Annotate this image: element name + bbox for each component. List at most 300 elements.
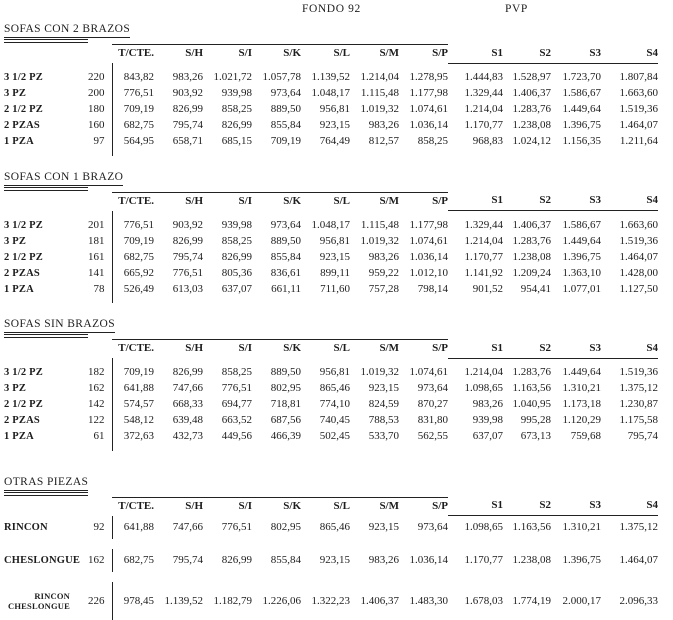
price-cell: 956,81 bbox=[301, 233, 350, 249]
price-cell: 973,64 bbox=[252, 217, 301, 233]
price-cell: 1.214,04 bbox=[448, 233, 503, 249]
header-row bbox=[4, 497, 658, 516]
price-cell: 1.449,64 bbox=[551, 102, 601, 118]
price-cell: 973,64 bbox=[399, 381, 448, 397]
price-cell: 1.139,52 bbox=[301, 70, 350, 86]
table-body bbox=[4, 63, 658, 156]
price-cell: 502,45 bbox=[301, 429, 350, 445]
price-cell: 1.238,08 bbox=[503, 118, 551, 134]
label-column-header bbox=[4, 497, 74, 516]
spacer-cell bbox=[4, 539, 112, 549]
spacer-row bbox=[4, 572, 658, 582]
row-label: 3 PZ bbox=[4, 233, 74, 249]
section-title-wrap bbox=[4, 314, 673, 333]
price-cell: 826,99 bbox=[154, 233, 203, 249]
price-cell: 1.170,77 bbox=[448, 549, 503, 572]
price-cell: 1.449,64 bbox=[551, 233, 601, 249]
price-cell: 1.098,65 bbox=[448, 381, 503, 397]
price-cell: 1.428,00 bbox=[601, 265, 658, 281]
price-cell: 1.177,98 bbox=[399, 217, 448, 233]
price-cell: 1.723,70 bbox=[551, 70, 601, 86]
column-header: S/P bbox=[399, 497, 448, 516]
price-cell: 1.464,07 bbox=[601, 249, 658, 265]
price-cell: 1.283,76 bbox=[503, 233, 551, 249]
table-row bbox=[4, 118, 658, 134]
column-header: S2 bbox=[503, 192, 551, 211]
price-cell: 826,99 bbox=[203, 549, 252, 572]
size-value: 220 bbox=[74, 70, 112, 86]
column-header: S/I bbox=[203, 192, 252, 211]
table-row bbox=[4, 549, 658, 572]
price-cell: 747,66 bbox=[154, 381, 203, 397]
table-row bbox=[4, 516, 658, 540]
price-cell: 1.177,98 bbox=[399, 86, 448, 102]
price-cell: 776,51 bbox=[154, 265, 203, 281]
price-cell: 637,07 bbox=[448, 429, 503, 445]
row-label: 2 1/2 PZ bbox=[4, 397, 74, 413]
price-cell: 1.519,36 bbox=[601, 365, 658, 381]
price-cell: 1.019,32 bbox=[350, 365, 399, 381]
price-cell: 812,57 bbox=[350, 134, 399, 150]
price-cell: 858,25 bbox=[203, 233, 252, 249]
price-cell: 548,12 bbox=[112, 413, 154, 429]
spacer-row bbox=[4, 297, 658, 303]
section-title-wrap bbox=[4, 472, 673, 491]
price-cell: 795,74 bbox=[154, 118, 203, 134]
price-cell: 939,98 bbox=[448, 413, 503, 429]
price-cell: 740,45 bbox=[301, 413, 350, 429]
spacer-cell bbox=[154, 445, 658, 451]
column-header: S4 bbox=[601, 497, 658, 516]
price-cell: 687,56 bbox=[252, 413, 301, 429]
group-header bbox=[4, 2, 673, 19]
price-cell: 449,56 bbox=[203, 429, 252, 445]
spacer-cell bbox=[112, 445, 154, 451]
section-title-wrap bbox=[4, 167, 673, 186]
table-head bbox=[4, 45, 658, 64]
spacer-cell bbox=[112, 539, 154, 549]
price-cell: 1.406,37 bbox=[503, 86, 551, 102]
column-header: S/H bbox=[154, 497, 203, 516]
price-cell: 1.173,18 bbox=[551, 397, 601, 413]
row-label: 3 PZ bbox=[4, 381, 74, 397]
price-cell: 855,84 bbox=[252, 249, 301, 265]
price-cell: 1.663,60 bbox=[601, 217, 658, 233]
price-cell: 685,15 bbox=[203, 134, 252, 150]
row-label: 1 PZA bbox=[4, 429, 74, 445]
price-cell: 1.322,23 bbox=[301, 582, 350, 620]
price-cell: 668,33 bbox=[154, 397, 203, 413]
table-row bbox=[4, 217, 658, 233]
price-cell: 983,26 bbox=[448, 397, 503, 413]
column-header: S4 bbox=[601, 340, 658, 359]
sections-container bbox=[4, 19, 673, 620]
price-cell: 641,88 bbox=[112, 516, 154, 540]
price-cell: 1.012,10 bbox=[399, 265, 448, 281]
price-cell: 1.519,36 bbox=[601, 233, 658, 249]
price-cell: 826,99 bbox=[154, 365, 203, 381]
price-cell: 1.396,75 bbox=[551, 118, 601, 134]
price-cell: 757,28 bbox=[350, 281, 399, 297]
section-title: SOFAS SIN BRAZOS bbox=[4, 318, 115, 333]
title-double-rule-icon bbox=[4, 492, 88, 496]
row-label: CHESLONGUE bbox=[4, 549, 74, 572]
price-cell: 983,26 bbox=[350, 549, 399, 572]
price-cell: 1.774,19 bbox=[503, 582, 551, 620]
column-header: S/L bbox=[301, 497, 350, 516]
table-row bbox=[4, 86, 658, 102]
price-cell: 1.310,21 bbox=[551, 381, 601, 397]
price-section bbox=[4, 314, 673, 451]
section-title: SOFAS CON 2 BRAZOS bbox=[4, 23, 130, 38]
price-cell: 1.214,04 bbox=[448, 102, 503, 118]
price-cell: 954,41 bbox=[503, 281, 551, 297]
price-cell: 1.036,14 bbox=[399, 549, 448, 572]
price-cell: 1.019,32 bbox=[350, 233, 399, 249]
price-cell: 1.139,52 bbox=[154, 582, 203, 620]
price-cell: 788,53 bbox=[350, 413, 399, 429]
price-table bbox=[4, 497, 658, 620]
column-header: S/M bbox=[350, 45, 399, 64]
price-cell: 1.120,29 bbox=[551, 413, 601, 429]
price-cell: 889,50 bbox=[252, 233, 301, 249]
price-cell: 1.483,30 bbox=[399, 582, 448, 620]
size-column-header bbox=[74, 340, 112, 359]
price-cell: 923,15 bbox=[350, 516, 399, 540]
column-header: S4 bbox=[601, 192, 658, 211]
table-row bbox=[4, 413, 658, 429]
column-header: S/L bbox=[301, 340, 350, 359]
size-column-header bbox=[74, 497, 112, 516]
table-body bbox=[4, 211, 658, 304]
title-double-rule-icon bbox=[4, 39, 88, 43]
price-cell: 2.000,17 bbox=[551, 582, 601, 620]
price-cell: 939,98 bbox=[203, 86, 252, 102]
size-column-header bbox=[74, 192, 112, 211]
table-row bbox=[4, 265, 658, 281]
price-cell: 694,77 bbox=[203, 397, 252, 413]
label-column-header bbox=[4, 340, 74, 359]
price-cell: 661,11 bbox=[252, 281, 301, 297]
price-cell: 637,07 bbox=[203, 281, 252, 297]
price-cell: 1.363,10 bbox=[551, 265, 601, 281]
price-cell: 718,81 bbox=[252, 397, 301, 413]
spacer-cell bbox=[112, 572, 154, 582]
row-label: 2 PZAS bbox=[4, 413, 74, 429]
price-cell: 983,26 bbox=[350, 118, 399, 134]
price-cell: 1.464,07 bbox=[601, 118, 658, 134]
size-value: 162 bbox=[74, 381, 112, 397]
price-cell: 1.214,04 bbox=[448, 365, 503, 381]
size-value: 122 bbox=[74, 413, 112, 429]
row-label: 2 PZAS bbox=[4, 265, 74, 281]
price-cell: 802,95 bbox=[252, 516, 301, 540]
price-cell: 923,15 bbox=[301, 249, 350, 265]
price-cell: 826,99 bbox=[154, 102, 203, 118]
spacer-cell bbox=[112, 297, 154, 303]
column-header: S/I bbox=[203, 340, 252, 359]
price-cell: 1.278,95 bbox=[399, 70, 448, 86]
price-cell: 1.048,17 bbox=[301, 86, 350, 102]
price-cell: 1.175,58 bbox=[601, 413, 658, 429]
price-cell: 466,39 bbox=[252, 429, 301, 445]
price-cell: 956,81 bbox=[301, 365, 350, 381]
price-cell: 858,25 bbox=[203, 365, 252, 381]
price-cell: 889,50 bbox=[252, 102, 301, 118]
price-cell: 709,19 bbox=[112, 233, 154, 249]
price-cell: 764,49 bbox=[301, 134, 350, 150]
price-section bbox=[4, 167, 673, 304]
price-cell: 1.406,37 bbox=[503, 217, 551, 233]
column-header: T/CTE. bbox=[112, 340, 154, 359]
spacer-cell bbox=[4, 150, 112, 156]
row-label: 3 1/2 PZ bbox=[4, 365, 74, 381]
column-header: S2 bbox=[503, 45, 551, 64]
spacer-cell bbox=[154, 150, 658, 156]
price-cell: 995,28 bbox=[503, 413, 551, 429]
row-label: 3 PZ bbox=[4, 86, 74, 102]
price-cell: 1.238,08 bbox=[503, 549, 551, 572]
spacer-row bbox=[4, 445, 658, 451]
price-cell: 682,75 bbox=[112, 549, 154, 572]
size-value: 160 bbox=[74, 118, 112, 134]
column-header: S/P bbox=[399, 45, 448, 64]
header-row bbox=[4, 45, 658, 64]
price-cell: 1.074,61 bbox=[399, 102, 448, 118]
title-double-rule-icon bbox=[4, 334, 88, 338]
price-cell: 711,60 bbox=[301, 281, 350, 297]
price-cell: 826,99 bbox=[203, 118, 252, 134]
price-cell: 432,73 bbox=[154, 429, 203, 445]
price-cell: 1.444,83 bbox=[448, 70, 503, 86]
column-header: S/I bbox=[203, 45, 252, 64]
column-header: S/H bbox=[154, 192, 203, 211]
column-header: S1 bbox=[448, 45, 503, 64]
title-double-rule-icon bbox=[4, 187, 88, 191]
price-cell: 1.396,75 bbox=[551, 249, 601, 265]
label-column-header bbox=[4, 45, 74, 64]
price-cell: 1.528,97 bbox=[503, 70, 551, 86]
price-cell: 658,71 bbox=[154, 134, 203, 150]
column-header: S/I bbox=[203, 497, 252, 516]
spacer-row bbox=[4, 150, 658, 156]
price-cell: 1.163,56 bbox=[503, 381, 551, 397]
price-cell: 855,84 bbox=[252, 549, 301, 572]
price-cell: 613,03 bbox=[154, 281, 203, 297]
table-body bbox=[4, 358, 658, 451]
column-header: S/P bbox=[399, 192, 448, 211]
price-cell: 1.406,37 bbox=[350, 582, 399, 620]
row-label bbox=[4, 582, 74, 620]
price-cell: 983,26 bbox=[350, 249, 399, 265]
price-cell: 1.807,84 bbox=[601, 70, 658, 86]
price-cell: 1.048,17 bbox=[301, 217, 350, 233]
price-cell: 836,61 bbox=[252, 265, 301, 281]
size-value: 92 bbox=[74, 516, 112, 540]
column-header: S3 bbox=[551, 192, 601, 211]
price-cell: 903,92 bbox=[154, 217, 203, 233]
price-cell: 1.396,75 bbox=[551, 549, 601, 572]
size-column-header bbox=[74, 45, 112, 64]
table-row bbox=[4, 134, 658, 150]
price-cell: 1.040,95 bbox=[503, 397, 551, 413]
column-header: S1 bbox=[448, 497, 503, 516]
price-cell: 858,25 bbox=[203, 102, 252, 118]
fondo-group-label: FONDO 92 bbox=[302, 3, 361, 15]
column-header: S3 bbox=[551, 497, 601, 516]
table-body bbox=[4, 516, 658, 620]
price-cell: 709,19 bbox=[252, 134, 301, 150]
price-cell: 776,51 bbox=[112, 86, 154, 102]
price-cell: 870,27 bbox=[399, 397, 448, 413]
price-cell: 526,49 bbox=[112, 281, 154, 297]
size-value: 142 bbox=[74, 397, 112, 413]
price-cell: 1.375,12 bbox=[601, 381, 658, 397]
spacer-cell bbox=[154, 297, 658, 303]
size-value: 200 bbox=[74, 86, 112, 102]
price-cell: 682,75 bbox=[112, 249, 154, 265]
price-cell: 899,11 bbox=[301, 265, 350, 281]
price-cell: 709,19 bbox=[112, 102, 154, 118]
table-row bbox=[4, 102, 658, 118]
price-cell: 1.238,08 bbox=[503, 249, 551, 265]
price-cell: 983,26 bbox=[154, 70, 203, 86]
size-value: 180 bbox=[74, 102, 112, 118]
column-header: S/M bbox=[350, 192, 399, 211]
column-header: S/H bbox=[154, 45, 203, 64]
price-cell: 826,99 bbox=[203, 249, 252, 265]
pvp-group-label: PVP bbox=[505, 3, 528, 15]
price-cell: 1.074,61 bbox=[399, 365, 448, 381]
price-cell: 843,82 bbox=[112, 70, 154, 86]
size-value: 61 bbox=[74, 429, 112, 445]
column-header: S3 bbox=[551, 340, 601, 359]
size-value: 181 bbox=[74, 233, 112, 249]
price-cell: 978,45 bbox=[112, 582, 154, 620]
price-cell: 1.036,14 bbox=[399, 118, 448, 134]
price-cell: 1.310,21 bbox=[551, 516, 601, 540]
column-header: S/K bbox=[252, 192, 301, 211]
spacer-cell bbox=[4, 297, 112, 303]
price-cell: 774,10 bbox=[301, 397, 350, 413]
price-cell: 795,74 bbox=[601, 429, 658, 445]
price-cell: 923,15 bbox=[301, 118, 350, 134]
row-label-line: RINCON bbox=[4, 591, 70, 601]
table-row bbox=[4, 429, 658, 445]
column-header: T/CTE. bbox=[112, 45, 154, 64]
price-cell: 776,51 bbox=[203, 381, 252, 397]
price-cell: 663,52 bbox=[203, 413, 252, 429]
price-cell: 798,14 bbox=[399, 281, 448, 297]
price-cell: 1.678,03 bbox=[448, 582, 503, 620]
price-cell: 776,51 bbox=[203, 516, 252, 540]
spacer-cell bbox=[154, 572, 658, 582]
price-cell: 1.115,48 bbox=[350, 217, 399, 233]
price-cell: 795,74 bbox=[154, 549, 203, 572]
price-cell: 1.019,32 bbox=[350, 102, 399, 118]
table-row bbox=[4, 397, 658, 413]
price-section bbox=[4, 19, 673, 156]
price-cell: 1.329,44 bbox=[448, 86, 503, 102]
column-header: S/K bbox=[252, 45, 301, 64]
price-cell: 564,95 bbox=[112, 134, 154, 150]
price-cell: 973,64 bbox=[252, 86, 301, 102]
spacer-cell bbox=[154, 539, 658, 549]
label-column-header bbox=[4, 192, 74, 211]
price-cell: 1.214,04 bbox=[350, 70, 399, 86]
column-header: S2 bbox=[503, 497, 551, 516]
column-header: S4 bbox=[601, 45, 658, 64]
size-value: 97 bbox=[74, 134, 112, 150]
price-cell: 1.115,48 bbox=[350, 86, 399, 102]
spacer-cell bbox=[4, 572, 112, 582]
price-table bbox=[4, 192, 658, 304]
price-cell: 901,52 bbox=[448, 281, 503, 297]
column-header: S/K bbox=[252, 340, 301, 359]
price-cell: 639,48 bbox=[154, 413, 203, 429]
row-label: 2 1/2 PZ bbox=[4, 102, 74, 118]
price-cell: 1.209,24 bbox=[503, 265, 551, 281]
price-cell: 889,50 bbox=[252, 365, 301, 381]
column-header: S3 bbox=[551, 45, 601, 64]
column-header: S2 bbox=[503, 340, 551, 359]
column-header: S/M bbox=[350, 497, 399, 516]
price-cell: 1.283,76 bbox=[503, 365, 551, 381]
price-cell: 1.586,67 bbox=[551, 217, 601, 233]
price-cell: 574,57 bbox=[112, 397, 154, 413]
price-cell: 1.163,56 bbox=[503, 516, 551, 540]
table-head bbox=[4, 497, 658, 516]
size-value: 201 bbox=[74, 217, 112, 233]
price-cell: 372,63 bbox=[112, 429, 154, 445]
column-header: T/CTE. bbox=[112, 497, 154, 516]
spacer-cell bbox=[4, 445, 112, 451]
price-cell: 865,46 bbox=[301, 516, 350, 540]
table-row bbox=[4, 233, 658, 249]
price-cell: 1.036,14 bbox=[399, 249, 448, 265]
size-value: 182 bbox=[74, 365, 112, 381]
column-header: T/CTE. bbox=[112, 192, 154, 211]
row-label: 3 1/2 PZ bbox=[4, 70, 74, 86]
size-value: 226 bbox=[74, 582, 112, 620]
price-cell: 959,22 bbox=[350, 265, 399, 281]
price-cell: 939,98 bbox=[203, 217, 252, 233]
price-cell: 1.519,36 bbox=[601, 102, 658, 118]
price-cell: 562,55 bbox=[399, 429, 448, 445]
row-label: 1 PZA bbox=[4, 134, 74, 150]
table-row bbox=[4, 281, 658, 297]
column-header: S1 bbox=[448, 340, 503, 359]
row-label: 1 PZA bbox=[4, 281, 74, 297]
column-header: S/P bbox=[399, 340, 448, 359]
price-cell: 665,92 bbox=[112, 265, 154, 281]
section-title-wrap bbox=[4, 19, 673, 38]
price-cell: 1.074,61 bbox=[399, 233, 448, 249]
section-title: OTRAS PIEZAS bbox=[4, 476, 88, 491]
row-label: 3 1/2 PZ bbox=[4, 217, 74, 233]
price-cell: 759,68 bbox=[551, 429, 601, 445]
price-cell: 903,92 bbox=[154, 86, 203, 102]
spacer-row bbox=[4, 539, 658, 549]
price-cell: 1.449,64 bbox=[551, 365, 601, 381]
column-header: S/K bbox=[252, 497, 301, 516]
price-cell: 776,51 bbox=[112, 217, 154, 233]
price-cell: 831,80 bbox=[399, 413, 448, 429]
row-label: 2 1/2 PZ bbox=[4, 249, 74, 265]
column-header: S/L bbox=[301, 45, 350, 64]
price-cell: 1.230,87 bbox=[601, 397, 658, 413]
price-cell: 865,46 bbox=[301, 381, 350, 397]
